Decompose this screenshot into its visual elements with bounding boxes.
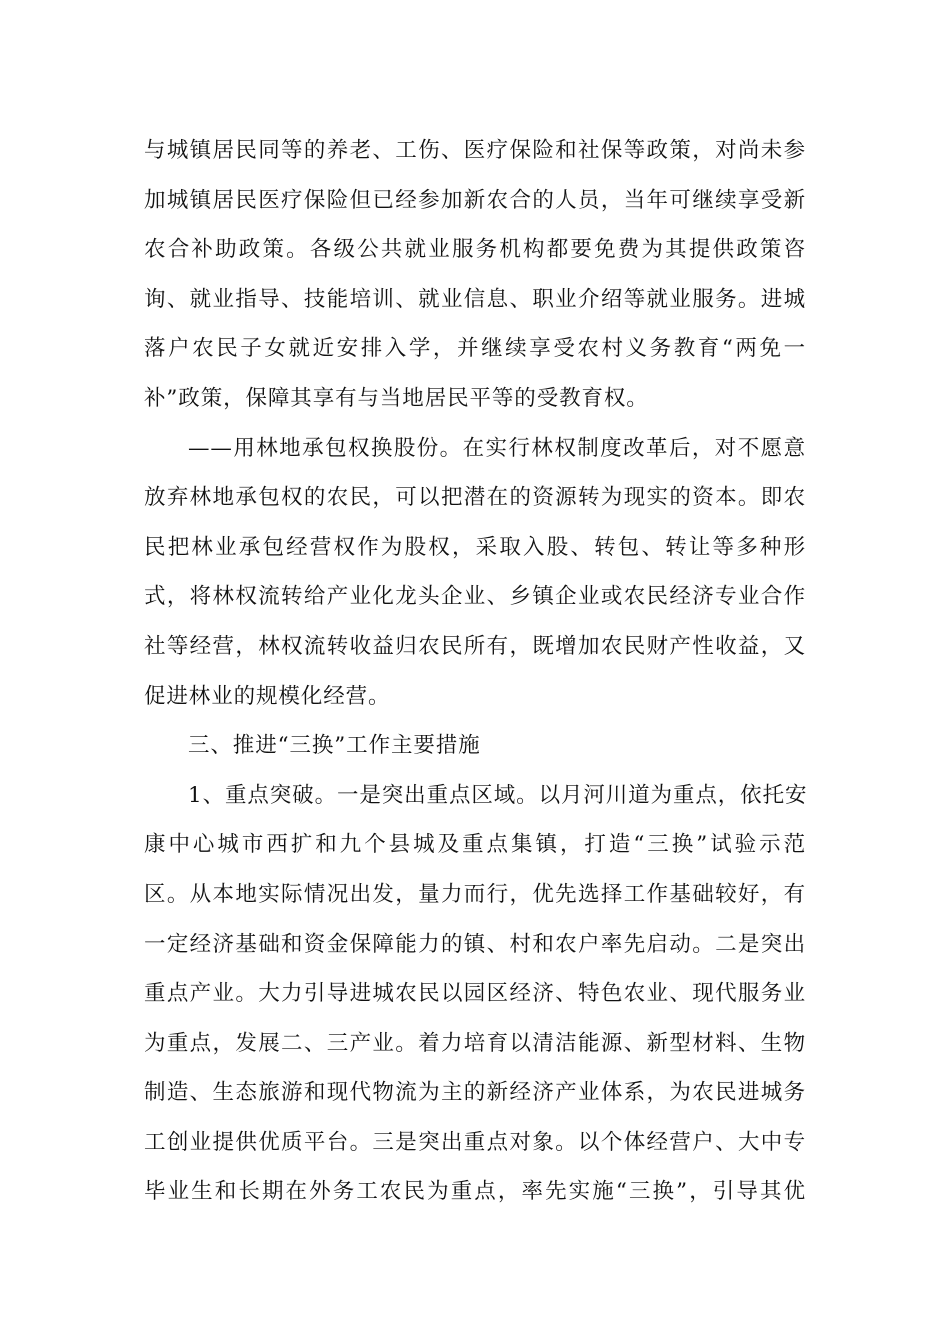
text-line: 农合补助政策。各级公共就业服务机构都要免费为其提供政策咨: [144, 237, 806, 263]
text-line: 1、重点突破。一是突出重点区域。以月河川道为重点，依托安: [188, 782, 808, 808]
text-line: 康中心城市西扩和九个县城及重点集镇，打造“三换”试验示范: [144, 832, 806, 858]
text-line: 区。从本地实际情况出发，量力而行，优先选择工作基础较好，有: [144, 881, 806, 907]
text-line: 促进林业的规模化经营。: [144, 683, 391, 709]
text-line: 一定经济基础和资金保障能力的镇、村和农户率先启动。二是突出: [144, 931, 806, 957]
text-line: 询、就业指导、技能培训、就业信息、职业介绍等就业服务。进城: [144, 286, 806, 312]
text-line: 毕业生和长期在外务工农民为重点，率先实施“三换”，引导其优: [144, 1179, 806, 1205]
document-body: [144, 126, 806, 1217]
text-line: 落户农民子女就近安排入学，并继续享受农村义务教育“两免一: [144, 336, 806, 362]
text-line: 放弃林地承包权的农民，可以把潜在的资源转为现实的资本。即农: [144, 485, 806, 511]
text-line: 三、推进“三换”工作主要措施: [188, 733, 481, 759]
text-line: 社等经营，林权流转收益归农民所有，既增加农民财产性收益，又: [144, 633, 806, 659]
text-line: 民把林业承包经营权作为股权，采取入股、转包、转让等多种形: [144, 534, 806, 560]
text-line: ——用林地承包权换股份。在实行林权制度改革后，对不愿意: [188, 435, 806, 461]
text-line: 式，将林权流转给产业化龙头企业、乡镇企业或农民经济专业合作: [144, 584, 806, 610]
text-line: 工创业提供优质平台。三是突出重点对象。以个体经营户、大中专: [144, 1129, 806, 1155]
text-line: 与城镇居民同等的养老、工伤、医疗保险和社保等政策，对尚未参: [144, 138, 806, 163]
text-line: 重点产业。大力引导进城农民以园区经济、特色农业、现代服务业: [144, 981, 806, 1007]
text-line: 加城镇居民医疗保险但已经参加新农合的人员，当年可继续享受新: [144, 187, 806, 213]
text-line: 为重点，发展二、三产业。着力培育以清洁能源、新型材料、生物: [144, 1030, 806, 1056]
text-line: 补”政策，保障其享有与当地居民平等的受教育权。: [144, 385, 649, 411]
text-line: 制造、生态旅游和现代物流为主的新经济产业体系，为农民进城务: [144, 1080, 806, 1106]
